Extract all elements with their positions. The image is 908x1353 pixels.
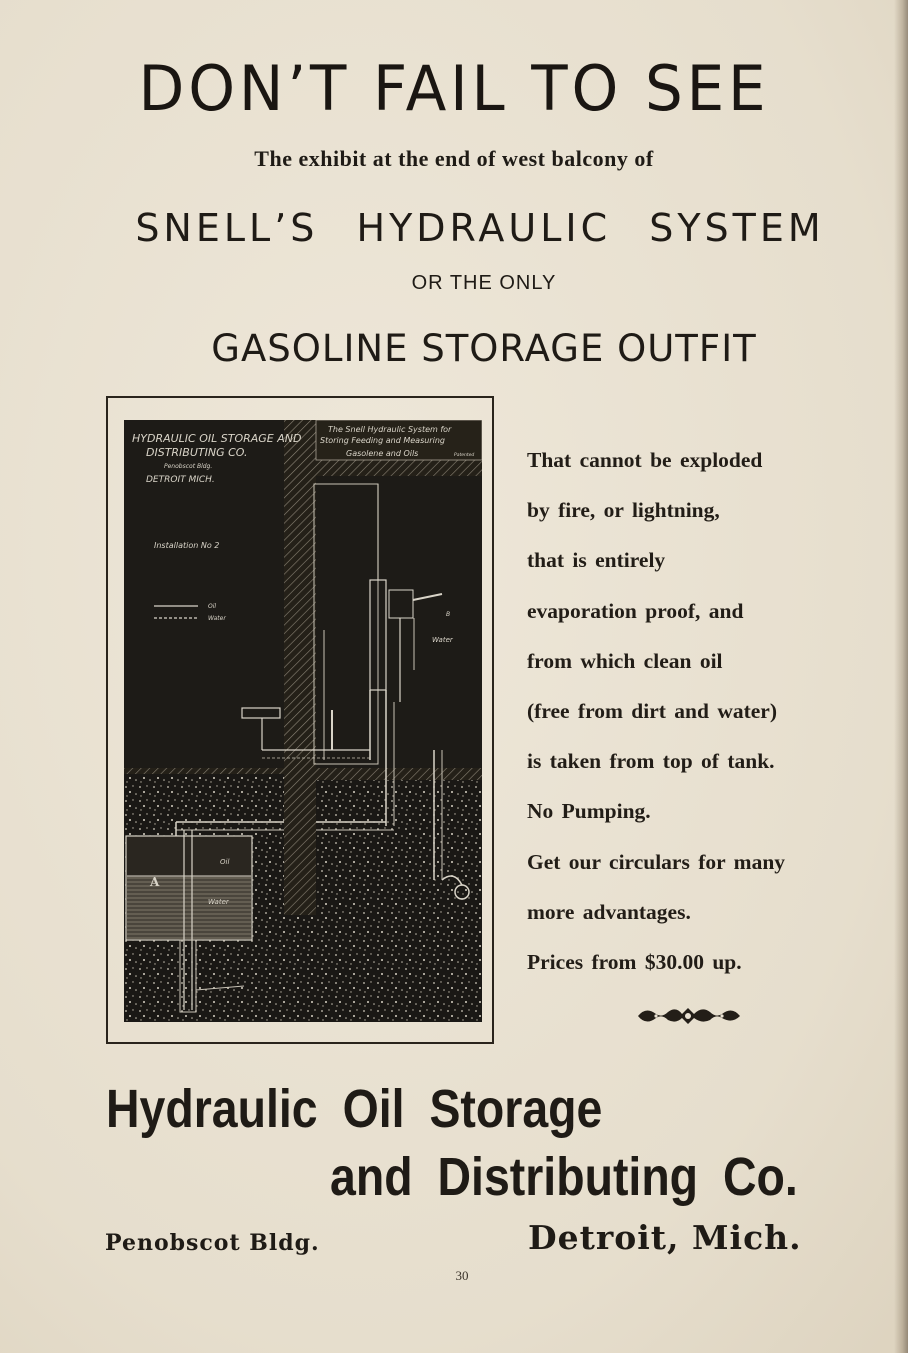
- feature-line: evaporation proof, and: [527, 598, 744, 623]
- feature-line: No Pumping.: [527, 799, 651, 824]
- diagram-patented-label: Patented: [454, 453, 475, 458]
- feature-line: That cannot be exploded: [527, 448, 763, 472]
- diagram-system-label-1: The Snell Hydraulic System for: [328, 425, 452, 434]
- diagram-company-label-1: HYDRAULIC OIL STORAGE AND: [132, 432, 302, 445]
- diagram-company-label-4: DETROIT MICH.: [146, 475, 215, 485]
- company-name-line-2: and Distributing Co.: [330, 1147, 798, 1207]
- installation-diagram: [124, 420, 482, 1022]
- or-only-line: OR THE ONLY: [411, 272, 557, 294]
- legend-water-label: Water: [208, 615, 226, 622]
- tank-label-a: A: [150, 875, 160, 889]
- tank-oil-label: Oil: [220, 858, 230, 866]
- floor-slab: [316, 768, 482, 780]
- feature-line: (free from dirt and water): [527, 698, 778, 723]
- feature-line: Get our circulars for many: [527, 849, 786, 874]
- feature-line: Prices from $30.00 up.: [527, 949, 742, 974]
- system-name: SNELL’S HYDRAULIC SYSTEM: [135, 206, 825, 250]
- fleuron-ornament-icon: [636, 1002, 742, 1026]
- diagram-label-b: B: [446, 611, 451, 618]
- diagram-installation-label: Installation No 2: [154, 541, 220, 550]
- feature-line: by fire, or lightning,: [527, 498, 720, 523]
- address-building: Penobscot Bldg.: [105, 1230, 320, 1256]
- diagram-system-label-2: Storing Feeding and Measuring: [320, 436, 445, 445]
- headline: DON’T FAIL TO SEE: [138, 52, 770, 125]
- installation-diagram-svg: [124, 420, 482, 1022]
- left-floor-slab: [124, 768, 284, 774]
- diagram-water-label: Water: [432, 636, 453, 644]
- page-edge-shadow: [894, 0, 908, 1353]
- feature-line: from which clean oil: [527, 648, 723, 673]
- outfit-name: GASOLINE STORAGE OUTFIT: [211, 327, 757, 370]
- tank-water-label: Water: [208, 898, 229, 906]
- company-name-line-1: Hydraulic Oil Storage: [106, 1079, 603, 1139]
- feature-line: is taken from top of tank.: [527, 749, 775, 774]
- features-list: [527, 442, 867, 994]
- illustration-frame: [106, 396, 494, 1044]
- feature-line: that is entirely: [527, 548, 666, 573]
- feature-line: more advantages.: [527, 899, 691, 924]
- address-city: Detroit, Mich.: [528, 1218, 802, 1257]
- roof-hatch: [316, 460, 482, 476]
- diagram-company-label-2: DISTRIBUTING CO.: [146, 446, 248, 459]
- diagram-company-label-3: Penobscot Bldg.: [164, 463, 213, 470]
- diagram-system-label-3: Gasolene and Oils: [346, 449, 419, 458]
- page-number: 30: [455, 1268, 469, 1283]
- tank-water-layer: [127, 876, 251, 939]
- subline: The exhibit at the end of west balcony of: [254, 146, 654, 171]
- legend-oil-label: Oil: [208, 603, 217, 610]
